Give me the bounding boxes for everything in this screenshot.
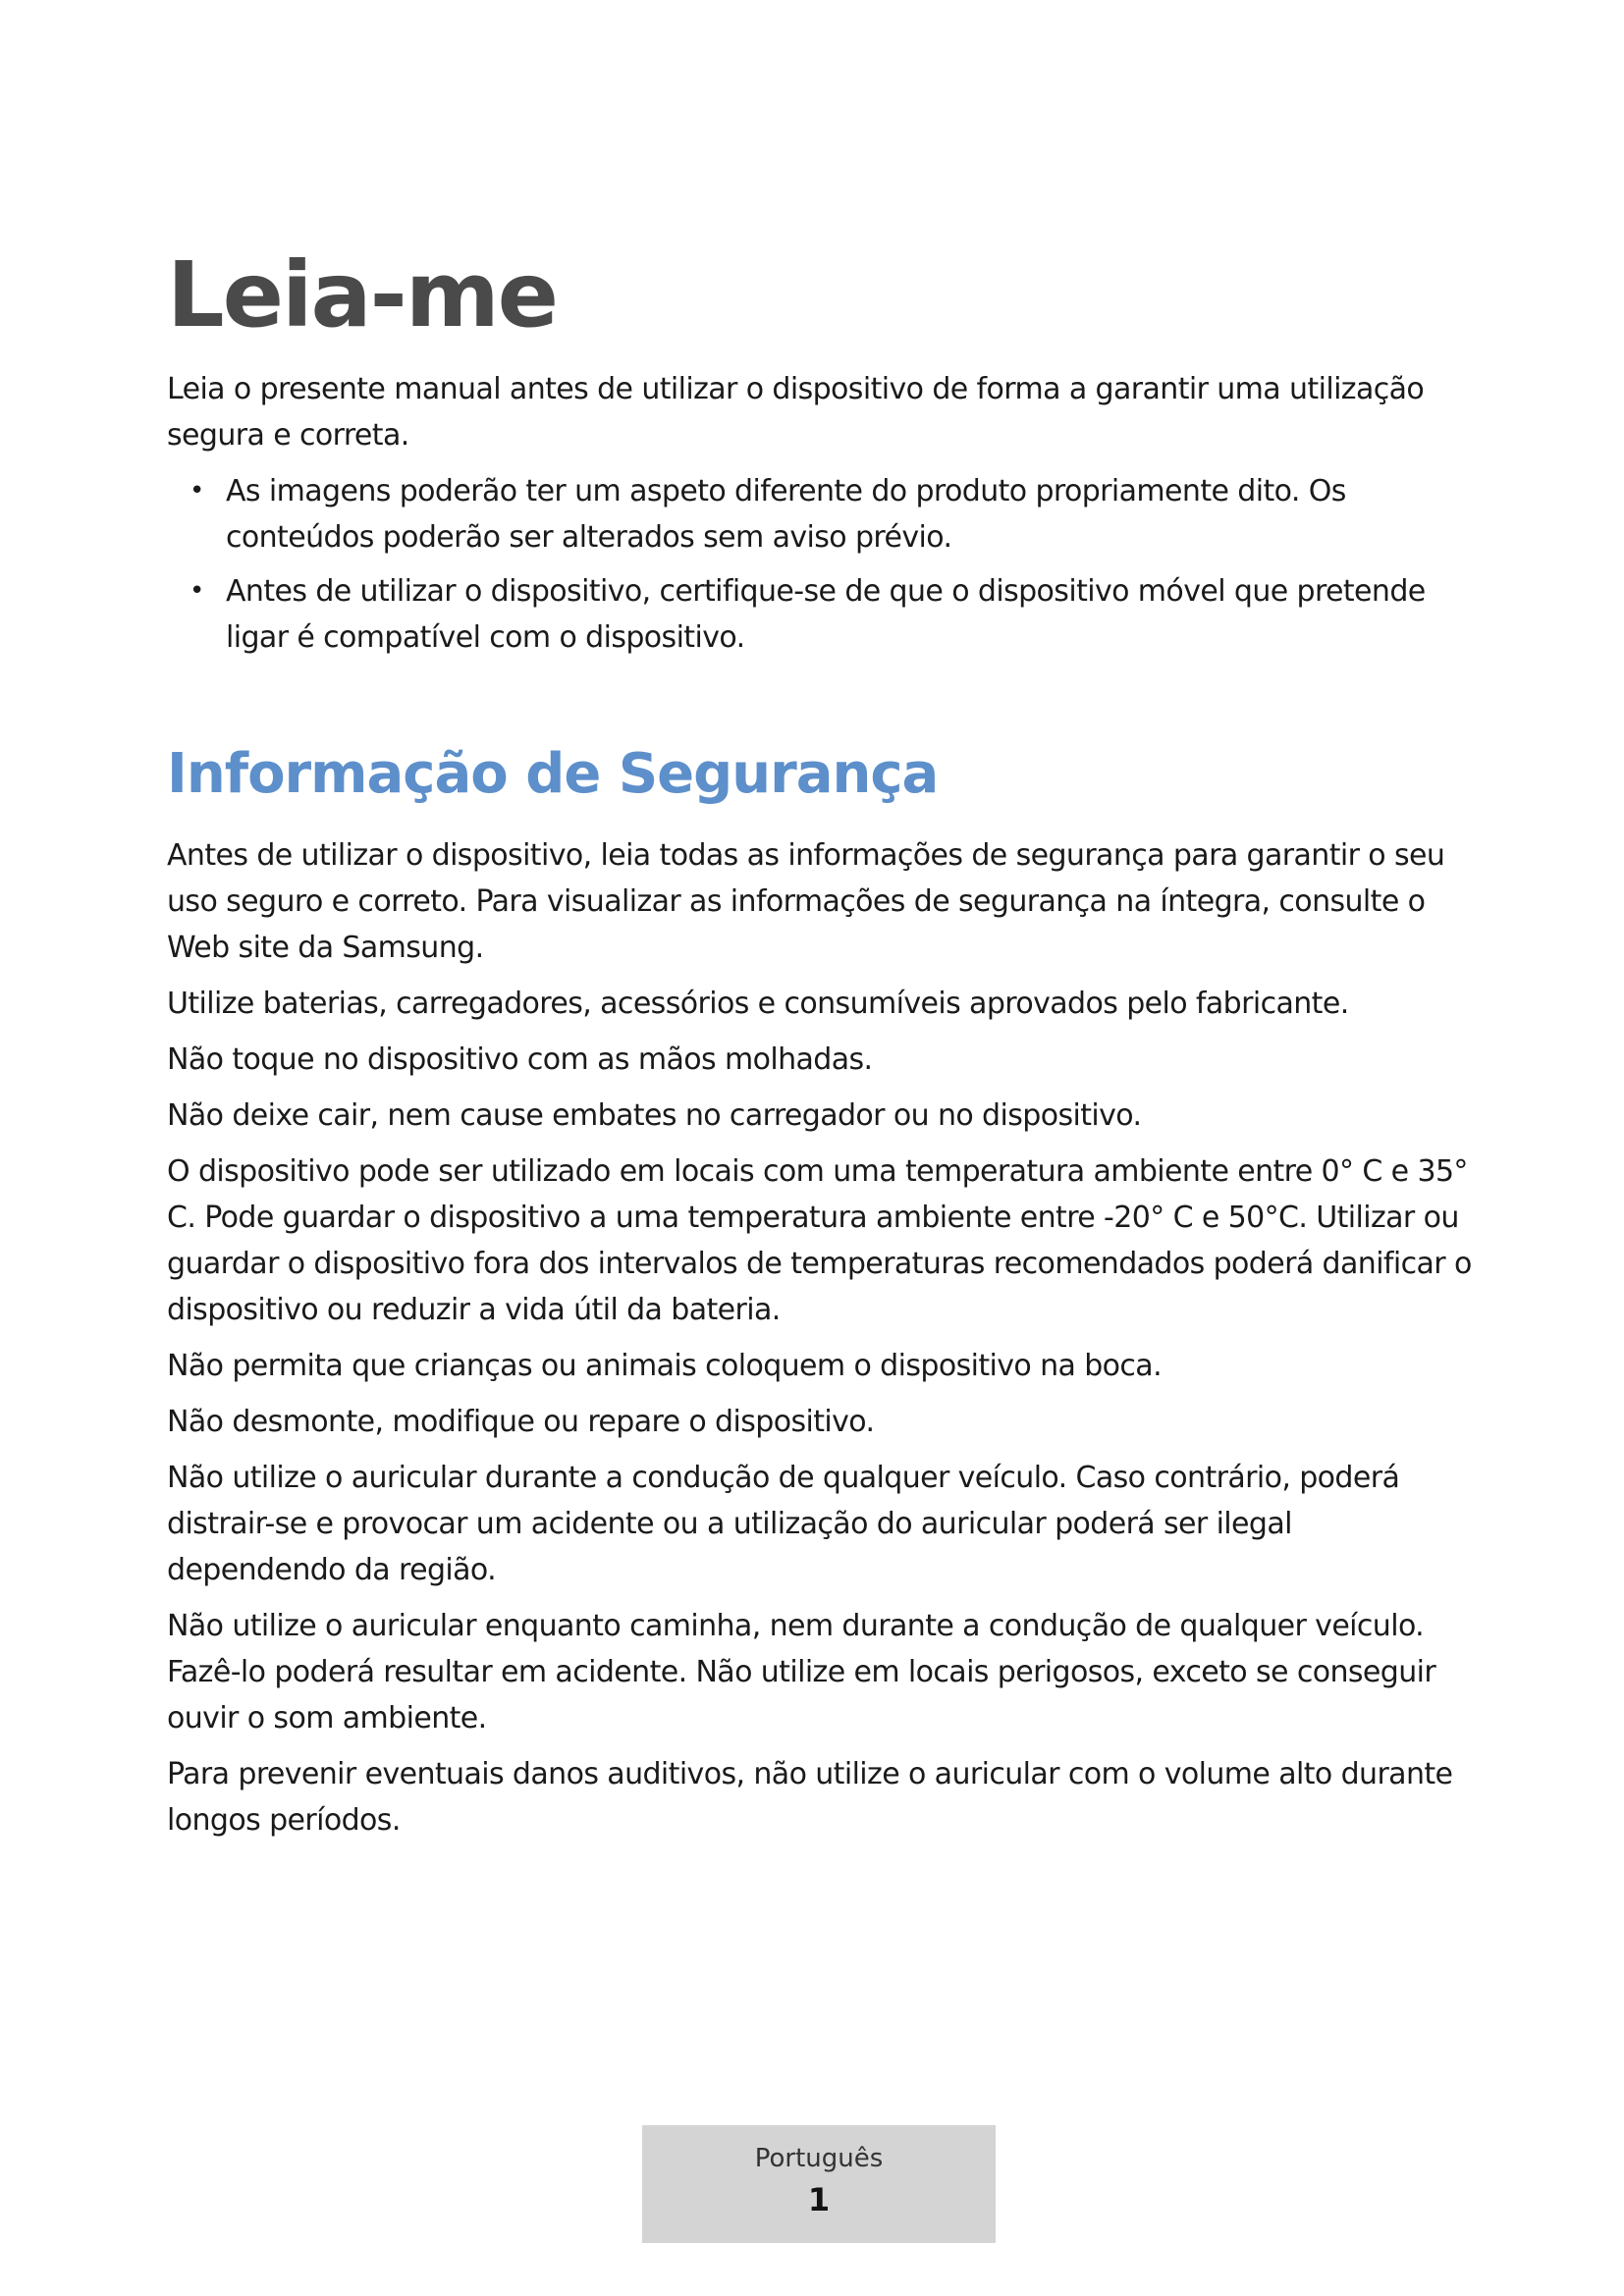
safety-paragraph: Não permita que crianças ou animais coloquem o dispositivo na boca. xyxy=(167,1348,1163,1383)
intro-paragraph: Leia o presente manual antes de utilizar o dispositivo de forma a garantir uma utilização segura e correta. xyxy=(167,372,1425,454)
safety-paragraph: Não utilize o auricular durante a condução de qualquer veículo. Caso contrário, poderá distrair-se e provocar um acidente ou a utilização do auricular poderá ser ilegal dependendo da região. xyxy=(167,1460,1400,1587)
page-title: Leia-me xyxy=(167,242,558,347)
document-page xyxy=(167,242,1473,1853)
notice-list xyxy=(167,468,1473,661)
footer-language: Português xyxy=(754,2144,884,2173)
safety-section xyxy=(167,743,1473,1842)
page-footer xyxy=(642,2125,996,2243)
safety-paragraph: O dispositivo pode ser utilizado em locais com uma temperatura ambiente entre 0° C e 35° C. Pode guardar o dispositivo a uma temperatura ambiente entre -20° C e 50°C. Utilizar ou guardar o dispositivo fora dos intervalos de temperaturas recomendados poderá danificar o dispositivo ou reduzir a vida útil da bateria. xyxy=(167,1153,1472,1327)
section-title: Informação de Segurança xyxy=(167,742,939,807)
page-number: 1 xyxy=(807,2181,831,2218)
safety-paragraph: Não desmonte, modifique ou repare o dispositivo. xyxy=(167,1404,875,1439)
safety-paragraph: Não utilize o auricular enquanto caminha, nem durante a condução de qualquer veículo. Fazê-lo poderá resultar em acidente. Não utilize em locais perigosos, exceto se conseguir ouvir o som ambiente. xyxy=(167,1608,1436,1735)
safety-paragraph: Utilize baterias, carregadores, acessórios e consumíveis aprovados pelo fabricante. xyxy=(167,986,1349,1021)
safety-paragraph: Não deixe cair, nem cause embates no carregador ou no dispositivo. xyxy=(167,1097,1142,1133)
list-item-text: Antes de utilizar o dispositivo, certifique-se de que o dispositivo móvel que pretende ligar é compatível com o dispositivo. xyxy=(226,574,1426,656)
bullet-icon: • xyxy=(189,476,204,507)
list-item xyxy=(167,568,1473,661)
safety-paragraph: Antes de utilizar o dispositivo, leia todas as informações de segurança para garantir o seu uso seguro e correto. Para visualizar as informações de segurança na íntegra, consulte o Web site da Samsung. xyxy=(167,837,1445,965)
safety-paragraph: Para prevenir eventuais danos auditivos, não utilize o auricular com o volume alto durante longos períodos. xyxy=(167,1756,1453,1838)
list-item xyxy=(167,468,1473,561)
safety-paragraph: Não toque no dispositivo com as mãos molhadas. xyxy=(167,1041,873,1077)
list-item-text: As imagens poderão ter um aspeto diferente do produto propriamente dito. Os conteúdos poderão ser alterados sem aviso prévio. xyxy=(226,474,1346,556)
bullet-icon: • xyxy=(189,576,204,607)
